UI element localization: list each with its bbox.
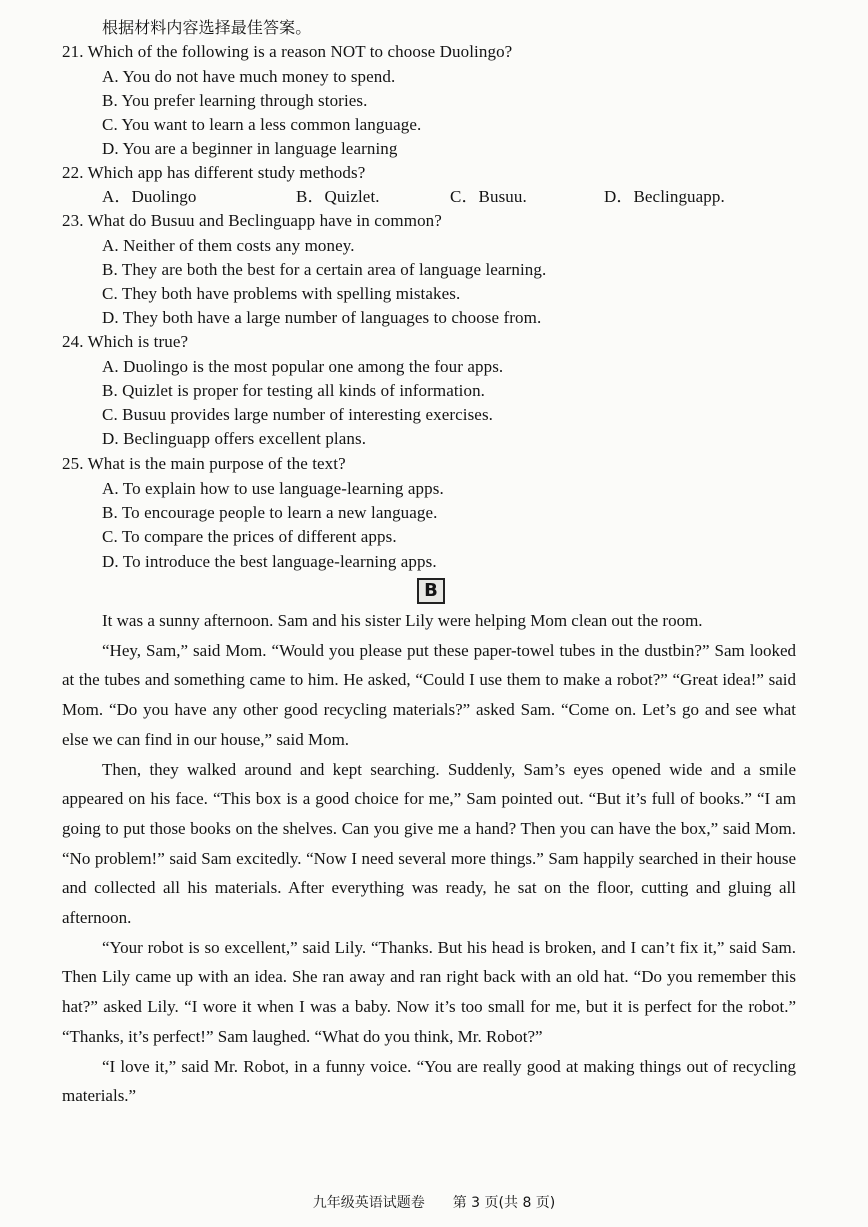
option-24-c: C. Busuu provides large number of interesting exercises. <box>102 405 494 424</box>
option-23-a: A. Neither of them costs any money. <box>102 236 355 255</box>
passage-b <box>62 606 796 1111</box>
passage-paragraph-2: “Hey, Sam,” said Mom. “Would you please put these paper-towel tubes in the dustbin?” Sam looked at the tubes and something came to him. He asked, “Could I use them to make a robot?” “Great idea!” said Mom. “Do you have any other good recycling materials?” asked Sam. “Come on. Let’s go and see what else we can find in our house,” said Mom. <box>62 640 796 749</box>
option-21-c: C. You want to learn a less common language. <box>102 115 422 134</box>
section-b-heading: B <box>417 578 445 604</box>
question-24: 24. Which is true? <box>62 332 189 351</box>
passage-paragraph-1: It was a sunny afternoon. Sam and his sister Lily were helping Mom clean out the room. <box>102 611 703 630</box>
option-25-b: B. To encourage people to learn a new language. <box>102 503 438 522</box>
option-22-a: A．Duolingo <box>102 187 197 206</box>
option-22-d: D．Beclinguapp. <box>604 187 725 206</box>
question-22: 22. Which app has different study methods? <box>62 163 366 182</box>
question-25: 25. What is the main purpose of the text? <box>62 454 346 473</box>
option-25-d: D. To introduce the best language-learning apps. <box>102 552 437 571</box>
question-23: 23. What do Busuu and Beclinguapp have in common? <box>62 211 442 230</box>
option-25-a: A. To explain how to use language-learning apps. <box>102 479 444 498</box>
instruction: 根据材料内容选择最佳答案。 <box>102 18 312 37</box>
option-21-d: D. You are a beginner in language learning <box>102 139 398 158</box>
passage-paragraph-4: “Your robot is so excellent,” said Lily. “Thanks. But his head is broken, and I can’t fix it,” said Sam. Then Lily came up with an idea. She ran away and ran right back with an old hat. “Do you remember this hat?” asked Lily. “I wore it when I was a baby. Now it’s too small for me, but it is perfect for the robot.” “Thanks, it’s perfect!” Sam laughed. “What do you think, Mr. Robot?” <box>62 937 796 1046</box>
option-21-a: A. You do not have much money to spend. <box>102 67 396 86</box>
option-22-c: C．Busuu. <box>450 187 527 206</box>
passage-paragraph-3: Then, they walked around and kept searching. Suddenly, Sam’s eyes opened wide and a smile appeared on his face. “This box is a good choice for me,” Sam pointed out. “But it’s full of books.” “I am going to put those books on the shelves. Can you give me a hand? Then you can have the box,” said Mom. “No problem!” said Sam excitedly. “Now I need several more things.” Sam happily searched in their house and collected all his materials. After everything was ready, he sat on the floor, cutting and gluing all afternoon. <box>62 759 796 928</box>
option-23-d: D. They both have a large number of languages to choose from. <box>102 308 542 327</box>
option-23-c: C. They both have problems with spelling mistakes. <box>102 284 461 303</box>
option-22-b: B．Quizlet. <box>296 187 380 206</box>
option-24-b: B. Quizlet is proper for testing all kinds of information. <box>102 381 486 400</box>
question-21: 21. Which of the following is a reason NOT to choose Duolingo? <box>62 42 513 61</box>
option-21-b: B. You prefer learning through stories. <box>102 91 368 110</box>
option-23-b: B. They are both the best for a certain area of language learning. <box>102 260 547 279</box>
option-25-c: C. To compare the prices of different apps. <box>102 527 397 546</box>
option-24-a: A. Duolingo is the most popular one among the four apps. <box>102 357 504 376</box>
passage-paragraph-5: “I love it,” said Mr. Robot, in a funny voice. “You are really good at making things out of recycling materials.” <box>62 1056 796 1106</box>
option-24-d: D. Beclinguapp offers excellent plans. <box>102 429 367 448</box>
page-footer: 九年级英语试题卷 第 3 页(共 8 页) <box>312 1195 556 1211</box>
